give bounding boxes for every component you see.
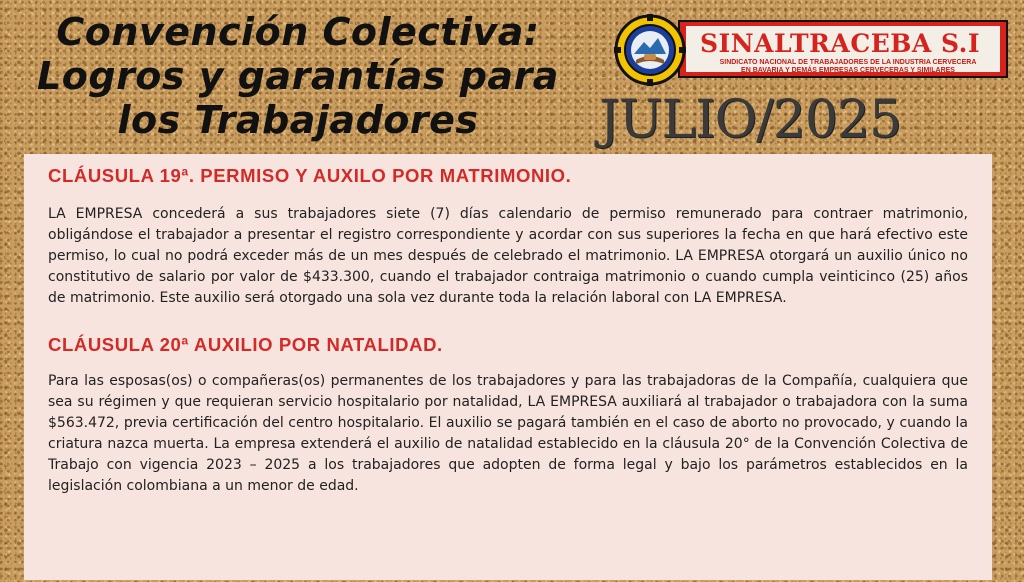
- clause-body: LA EMPRESA concederá a sus trabajadores siete (7) días calendario de permiso remunerado para contraer matrimonio, obligándose el trabajador a presentar el registro correspondiente y acordar con sus superiores la fecha en que hará efectivo este permiso, lo cual no podrá exceder más de un mes después de celebrado el matrimonio. LA EMPRESA otorgará un auxilio único no constitutivo de salario por valor de $433.300, cuando el trabajador contraiga matrimonio o cuando cumpla veinticinco (25) años de matrimonio. Este auxilio será otorgado una sola vez durante toda la relación laboral con LA EMPRESA.: [48, 206, 968, 306]
- content-card: [24, 154, 992, 580]
- title-line: Convención Colectiva:: [56, 10, 540, 54]
- page-title: [18, 10, 578, 142]
- union-logo: [614, 14, 1018, 86]
- logo-banner: [678, 20, 1008, 78]
- clause-body: Para las esposas(os) o compañeras(os) permanentes de los trabajadores y para las trabajadoras de la Compañía, cualquiera que sea su régimen y que requieran servicio hospitalario por natalidad, LA EMPRESA auxiliará al trabajador o trabajadora con la suma $563.472, previa certificación del centro hospitalario. El auxilio se pagará también en el caso de aborto no provocado, y cuando la criatura nazca muerta. La empresa extenderá el auxilio de natalidad establecido en la cláusula 20° de la Convención Colectiva de Trabajo con vigencia 2023 – 2025 a los trabajadores que adopten de forma legal y bajo los parámetros establecidos en la legislación colombiana a un menor de edad.: [48, 373, 968, 494]
- logo-name: SINALTRACEBA S.I: [700, 29, 981, 58]
- title-line: Logros y garantías para: [37, 54, 559, 98]
- clause-heading: CLÁUSULA 19ª. PERMISO Y AUXILO POR MATRIMONIO.: [48, 165, 572, 186]
- clause-heading: CLÁUSULA 20ª AUXILIO POR NATALIDAD.: [48, 334, 443, 355]
- issue-date: JULIO/2025: [598, 90, 902, 150]
- logo-subtitle: SINDICATO NACIONAL DE TRABAJADORES DE LA INDUSTRIA CERVECERA: [719, 59, 977, 66]
- title-line: los Trabajadores: [117, 98, 479, 142]
- logo-subtitle: EN BAVARIA Y DEMÁS EMPRESAS CERVECERAS Y SIMILARES: [741, 67, 955, 74]
- union-emblem-icon: [614, 14, 686, 86]
